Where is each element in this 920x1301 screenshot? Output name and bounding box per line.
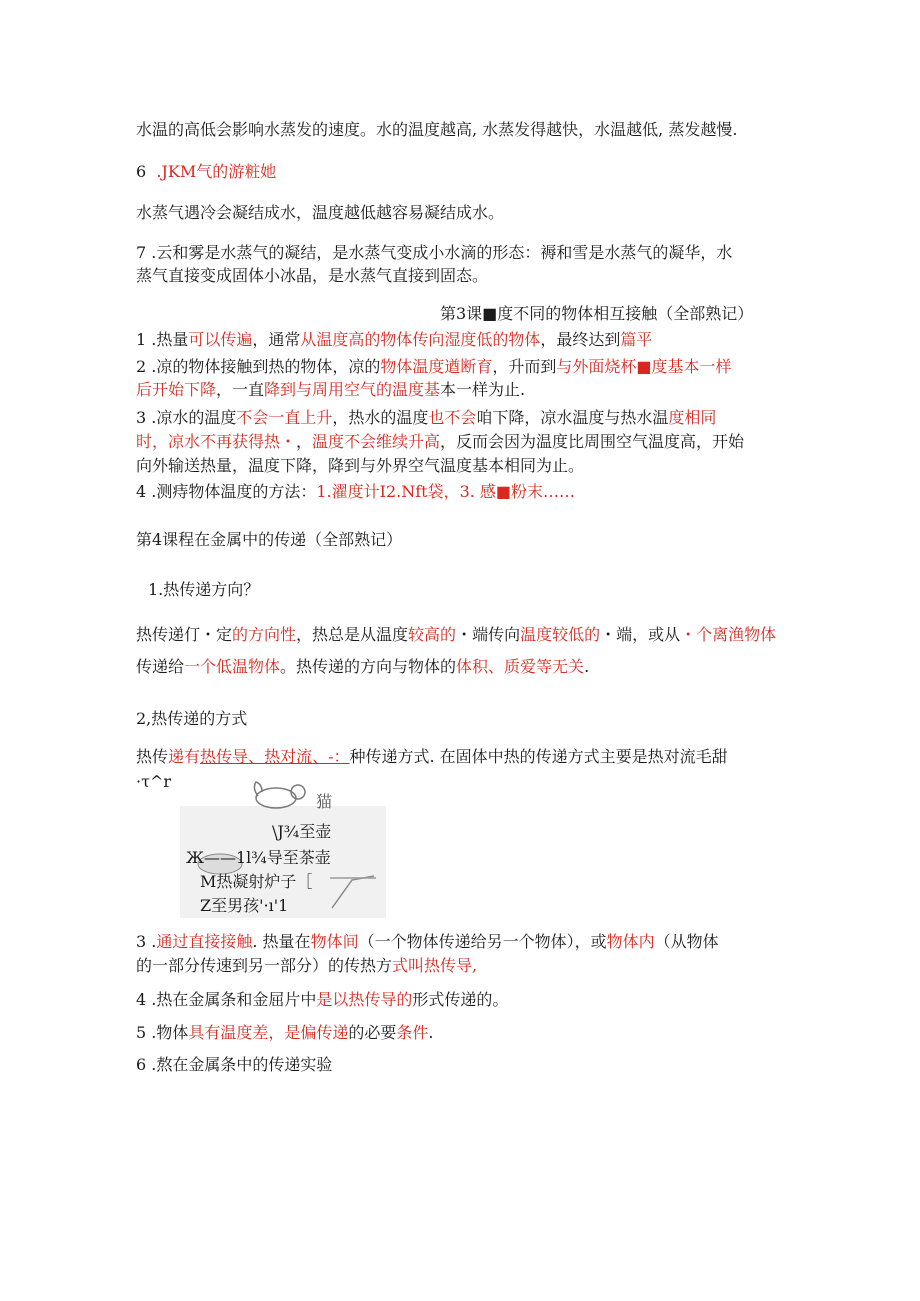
text-segment: 可以传遍 [188, 330, 253, 349]
text-segment: 时，凉水不再获得热・ [136, 432, 297, 451]
text-segment: 物体温度遒断育 [380, 357, 493, 376]
text-segment: 物体内 [606, 932, 655, 951]
text-segment: 种传递方式. 在固体中热的传递方式主要是热对流毛甜 [349, 747, 728, 766]
lesson-4-title: 第4课程在金属中的传递（全部熟记） [136, 530, 403, 549]
text-segment: 、 [248, 747, 265, 766]
paragraph-3-line-2 [136, 954, 477, 978]
text-segment: 篇平 [620, 330, 653, 349]
text-segment: 本一样为止. [440, 380, 526, 399]
text-segment: 与外面烧杯■度基本一样 [556, 357, 732, 376]
text-segment: 的方向性 [232, 625, 297, 644]
paragraph-7-line-2: 蒸气直接变成固体小冰晶，是水蒸气直接到固态。 [136, 266, 489, 285]
text-segment: 的一部分传速到另一部分）的传热方 [136, 956, 393, 975]
text-segment: ， [296, 432, 313, 451]
lesson-3-item-4 [136, 480, 575, 504]
text-segment: 通过直接接触 [156, 932, 253, 951]
text-segment: 也不会 [428, 408, 477, 427]
text-segment: 降到与周用空气的温度基 [264, 380, 441, 399]
text-segment: ，热总是从温度 [296, 625, 409, 644]
text-segment: ，反而会因为温度比周围空气温度高，开始 [440, 432, 745, 451]
text-segment: 4 .测痔物体温度的方法： [136, 482, 317, 501]
text-segment: 热传递仃・定 [136, 625, 233, 644]
text-segment: 体积、质爱等无关 [456, 657, 585, 676]
text-segment: 递有 [168, 747, 201, 766]
text-segment: 2 .凉的物体接触到热的物体，凉的 [136, 357, 381, 376]
text-segment: 、-： [312, 747, 350, 766]
paragraph-condensation: 水蒸气遇冷会凝结成水，温度越低越容易凝结成水。 [136, 203, 505, 222]
text-segment: 条件 [396, 1023, 429, 1042]
text-segment: ・端传向 [456, 625, 521, 644]
text-segment: 形式传递的。 [412, 990, 509, 1009]
paragraph-7-line-1: 7 .云和雾是水蒸气的凝结，是水蒸气变成小水滴的形态：褥和雪是水蒸气的凝华，水 [136, 243, 733, 262]
heat-direction-line-2 [136, 655, 589, 679]
lesson-3-item-3-line-2 [136, 430, 744, 454]
heading-6-number: 6 [136, 162, 147, 181]
text-segment: ，一直 [216, 380, 265, 399]
text-segment: 物体间 [310, 932, 359, 951]
figure-label-1: \J¾至壶 [272, 822, 332, 841]
text-segment: 4 .热在金属条和金屈片中 [136, 990, 317, 1009]
text-segment: ，通常 [252, 330, 301, 349]
paragraph-5 [136, 1021, 434, 1045]
lesson-3-item-1 [136, 328, 652, 352]
text-segment: 的必要 [348, 1023, 397, 1042]
question-1: 1.热传递方向？ [148, 580, 260, 599]
text-segment: 传递给 [136, 657, 185, 676]
text-segment: 具有温度差，是偏传递 [188, 1023, 349, 1042]
lesson-3-item-3-line-3: 向外输送热量，温度下降，降到与外界空气温度基本相同为止。 [136, 456, 585, 475]
paragraph-evaporation: 水温的高低会影响水蒸发的速度。水的温度越高, 水蒸发得越快，水温越低, 蒸发越慢. [136, 120, 738, 139]
text-segment: ，最终达到 [540, 330, 621, 349]
text-segment: . [428, 1023, 434, 1042]
text-segment: 热对流 [264, 747, 313, 766]
text-segment: ・端，或从 [600, 625, 681, 644]
paragraph-3-line-1 [136, 930, 719, 954]
paragraph-6: 6 .熬在金属条中的传递实验 [136, 1055, 333, 1074]
text-segment: （一个物体传递给另一个物体），或 [358, 932, 607, 951]
text-segment: 热传 [136, 747, 169, 766]
figure-label-cat: 猫 [316, 792, 333, 811]
figure-label-2: Ж——1l¾导至茶壶 [186, 848, 331, 867]
text-segment: 式叫热传导 [392, 956, 473, 975]
text-segment: 热传导 [200, 747, 249, 766]
text-segment: 温度不会维续升高 [312, 432, 441, 451]
heading-6 [136, 160, 276, 184]
heading-6-text: .JKM气的游粧她 [156, 162, 277, 181]
heat-ways-line-1 [136, 745, 728, 769]
text-segment: ，热水的温度 [332, 408, 429, 427]
figure-label-4: Z至男孩'·ı'1 [200, 896, 289, 915]
text-segment: 不会一直上升 [236, 408, 333, 427]
paragraph-4 [136, 988, 508, 1012]
text-segment: ，升而到 [492, 357, 557, 376]
text-segment: 1 .热量 [136, 330, 189, 349]
text-segment: ・个离渔物体 [680, 625, 777, 644]
lesson-3-item-3-line-1 [136, 406, 716, 430]
question-2: 2,热传递的方式 [136, 709, 248, 728]
text-segment: 咱下降，凉水温度与热水温 [476, 408, 669, 427]
heat-direction-line-1 [136, 623, 776, 647]
text-segment: . 热量在 [252, 932, 311, 951]
lesson-3-title: 第3课■度不同的物体相互接触（全部熟记） [440, 304, 754, 323]
text-segment: 。热传递的方向与物体的 [280, 657, 457, 676]
text-segment: 一个低温物体 [184, 657, 281, 676]
lesson-3-item-2-line-1 [136, 355, 732, 379]
figure-label-3: M热凝射炉子［ [200, 872, 313, 891]
text-segment: 较高的 [408, 625, 457, 644]
text-segment: 温度较低的 [520, 625, 601, 644]
text-segment: 度相同 [668, 408, 717, 427]
text-segment: . [584, 657, 590, 676]
text-segment: （从物体 [654, 932, 719, 951]
lesson-3-item-2-line-2 [136, 378, 525, 402]
text-segment: 3 . [136, 932, 157, 951]
heat-transfer-figure [180, 778, 386, 918]
text-segment: 是以热传导的 [316, 990, 413, 1009]
heat-ways-line-2: ·τ^r [136, 772, 171, 791]
text-segment: 从温度高的物体传向湿度低的物体 [300, 330, 541, 349]
text-segment: 后开始下降 [136, 380, 217, 399]
text-segment: , [472, 956, 478, 975]
text-segment: 5 .物体 [136, 1023, 189, 1042]
text-segment: 1.濯度计I2.Nft袋，3. 感■粉末…… [316, 482, 576, 501]
text-segment: 3 .凉水的温度 [136, 408, 237, 427]
